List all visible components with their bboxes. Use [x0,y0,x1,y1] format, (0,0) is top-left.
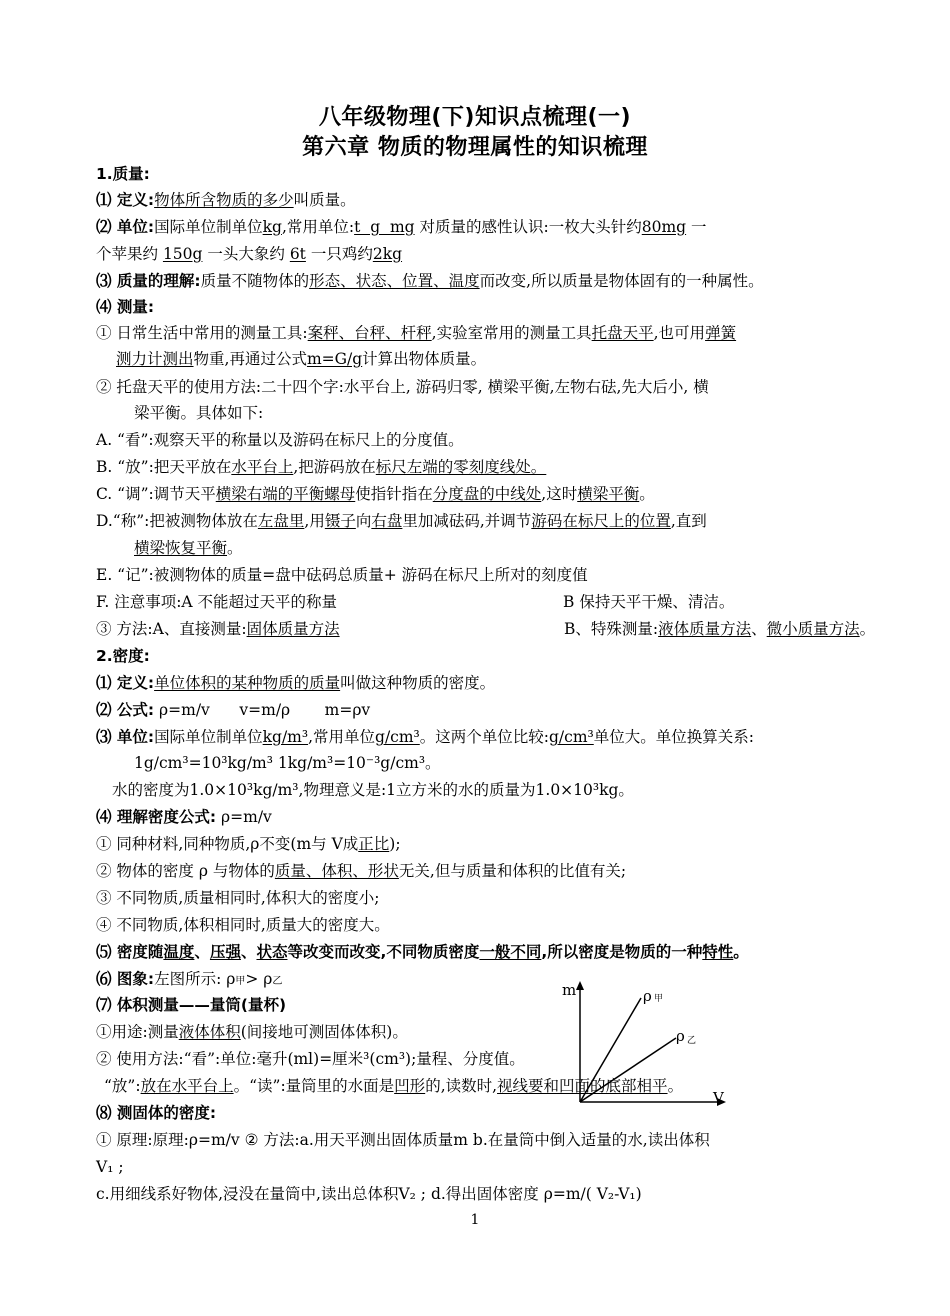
mass-understanding: ⑶ 质量的理解:质量不随物体的形态、状态、位置、温度而改变,所以质量是物体固有的一种属性。 [96,272,764,290]
line-jia-label: ρ [643,987,652,1005]
solid-density-line3: c.用细线系好物体,浸没在量筒中,读出总体积V₂ ; d.得出固体密度 ρ=m/( V₂-V₁) [96,1185,642,1203]
line-yi [580,1038,676,1102]
line-yi-label: ρ [676,1027,685,1045]
step-a: A. “看”:观察天平的称量以及游码在标尺上的分度值。 [96,431,464,449]
step-c: C. “调”:调节天平横梁右端的平衡螺母使指针指在分度盘的中线处,这时横梁平衡。 [96,485,655,503]
density-unit: ⑶ 单位:国际单位制单位kg/m³,常用单位g/cm³。这两个单位比较:g/cm³单位大。单位换算关系: [96,728,754,746]
notes: F. 注意事项:A 不能超过天平的称量 B 保持天平干燥、清洁。 [96,593,735,611]
section-1-heading: 1.质量: [96,165,150,183]
chapter-title: 第六章 物质的物理属性的知识梳理 [302,135,648,160]
measurement-heading: ⑷ 测量: [96,298,155,316]
step-e: E. “记”:被测物体的质量=盘中砝码总质量+ 游码在标尺上所对的刻度值 [96,566,588,584]
measure-tools-line2: 测力计测出物重,再通过公式m=G/g计算出物体质量。 [116,350,487,368]
line-jia-sub: 甲 [654,994,664,1004]
solid-density-line1: ① 原理:原理:ρ=m/v ② 方法:a.用天平测出固体质量m b.在量筒中倒入适量的水,读出体积 [96,1131,710,1149]
step-d-line2: 横梁恢复平衡。 [134,539,243,557]
understanding-2: ② 物体的密度 ρ 与物体的质量、体积、形状无关,但与质量和体积的比值有关; [96,862,627,880]
understanding-1: ① 同种材料,同种物质,ρ不变(m与 V成正比); [96,835,401,853]
unit-conversion: 1g/cm³=10³kg/m³ 1kg/m³=10⁻³g/cm³。 [134,754,441,772]
cylinder-usage: ①用途:测量液体体积(间接地可测固体体积)。 [96,1023,408,1041]
measure-tools-line1: ① 日常生活中常用的测量工具:案秤、台秤、杆秤,实验室常用的测量工具托盘天平,也可用弹簧 [96,324,737,342]
mass-unit-line2: 个苹果约 150g 一头大象约 6t 一只鸡约2kg [96,245,403,263]
mass-definition: ⑴ 定义:物体所含物质的多少叫质量。 [96,191,356,209]
density-property: ⑸ 密度随温度、压强、状态等改变而改变,不同物质密度一般不同,所以密度是物质的一种特性。 [96,943,749,961]
m-axis-label: m [562,981,577,999]
cylinder-method: ② 使用方法:“看”:单位:毫升(ml)=厘米³(cm³);量程、分度值。 [96,1050,525,1068]
balance-usage-line1: ② 托盘天平的使用方法:二十四个字:水平台上, 游码归零, 横梁平衡,左物右砝,先大后小, 横 [96,378,709,396]
balance-usage-line2: 梁平衡。具体如下: [134,404,264,422]
v-axis-label: V [713,1089,724,1107]
doc-title: 八年级物理(下)知识点梳理(一) [318,105,632,130]
line-jia [580,998,641,1102]
understanding-4: ④ 不同物质,体积相同时,质量大的密度大。 [96,916,390,934]
density-graph-caption: ⑹ 图象:左图所示: ρ甲> ρ乙 [96,970,283,988]
mass-unit-line1: ⑵ 单位:国际单位制单位kg,常用单位:t g mg 对质量的感性认识:一枚大头针约80mg 一 [96,218,707,236]
line-yi-sub: 乙 [687,1036,697,1046]
cylinder-reading: “放”:放在水平台上。“读”:量筒里的水面是凹形的,读数时,视线要和凹面的底部相平。 [104,1077,684,1095]
density-graph [548,978,738,1108]
volume-measure-heading: ⑺ 体积测量——量筒(量杯) [96,996,287,1014]
section-2-heading: 2.密度: [96,647,150,665]
mass-methods: ③ 方法:A、直接测量:固体质量方法 B、特殊测量:液体质量方法、微小质量方法。 [96,620,876,638]
density-formula: ⑵ 公式: ρ=m/v v=m/ρ m=ρv [96,701,371,719]
step-b: B. “放”:把天平放在水平台上,把游码放在标尺左端的零刻度线处。 [96,458,547,476]
density-understanding-heading: ⑷ 理解密度公式: ρ=m/v [96,808,272,826]
solid-density-line2: V₁ ; [96,1158,124,1176]
m-axis-arrow-icon [576,981,584,990]
page-number: 1 [470,1212,480,1228]
step-d-line1: D.“称”:把被测物体放在左盘里,用镊子向右盘里加减砝码,并调节游码在标尺上的位置,直到 [96,512,707,530]
density-definition: ⑴ 定义:单位体积的某种物质的质量叫做这种物质的密度。 [96,674,496,692]
understanding-3: ③ 不同物质,质量相同时,体积大的密度小; [96,889,380,907]
water-density: 水的密度为1.0×10³kg/m³,物理意义是:1立方米的水的质量为1.0×10³kg。 [112,781,634,799]
solid-density-heading: ⑻ 测固体的密度: [96,1104,217,1122]
